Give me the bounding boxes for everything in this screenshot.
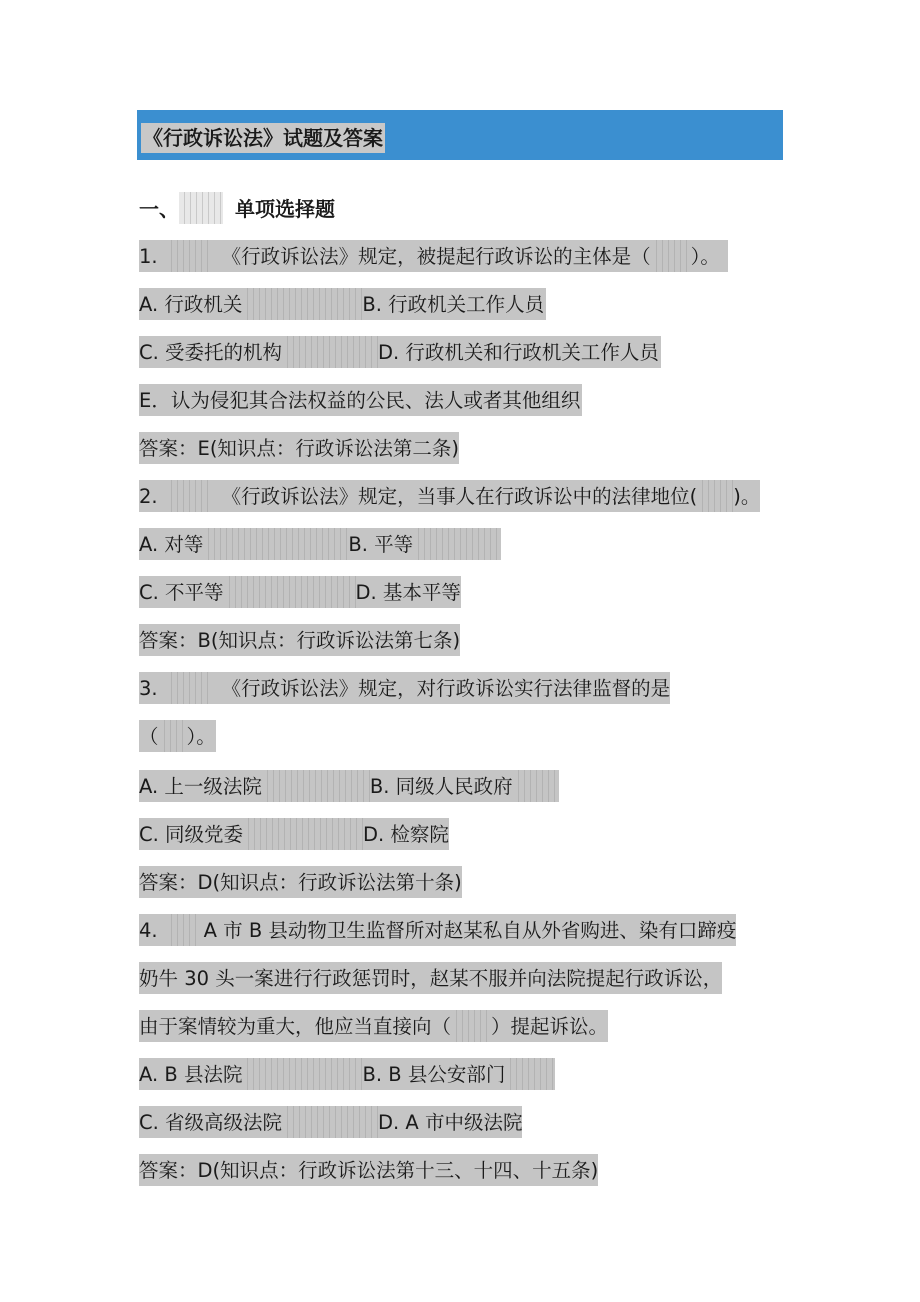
q3-answer: 答案：D(知识点：行政诉讼法第十条) — [139, 866, 462, 898]
q1-option-a: A. 行政机关 — [139, 293, 243, 316]
question-1-answer — [139, 432, 459, 466]
question-1-option-e — [139, 384, 582, 418]
q4-answer: 答案：D(知识点：行政诉讼法第十三、十四、十五条) — [139, 1154, 598, 1186]
question-2-answer — [139, 624, 460, 658]
q3-option-a: A. 上一级法院 — [139, 775, 262, 798]
q1-option-b: B. 行政机关工作人员 — [362, 293, 545, 316]
question-3-answer — [139, 866, 462, 900]
q2-option-d: D. 基本平等 — [355, 581, 461, 604]
question-1-stem: 1. 《行政诉讼法》规定，被提起行政诉讼的主体是（ ）。 — [139, 240, 728, 274]
question-4-stem-line2: 奶牛 30 头一案进行行政惩罚时，赵某不服并向法院提起行政诉讼， — [139, 962, 722, 996]
q4-option-d: D. A 市中级法院 — [378, 1111, 523, 1134]
question-4-answer — [139, 1154, 598, 1188]
section-heading — [139, 192, 335, 226]
question-4-stem-line1: 4. A 市 B 县动物卫生监督所对赵某私自从外省购进、染有口蹄疫 — [139, 914, 736, 948]
q1-option-e: E．认为侵犯其合法权益的公民、法人或者其他组织 — [139, 384, 582, 416]
question-4-options-cd — [139, 1106, 522, 1140]
question-3-options-ab — [139, 770, 559, 804]
q3-option-b: B. 同级人民政府 — [369, 775, 513, 798]
q3-option-d: D. 检察院 — [363, 823, 449, 846]
question-4-options-ab — [139, 1058, 555, 1092]
section-number: 一、 — [139, 197, 179, 221]
q4-option-c: C. 省级高级法院 — [139, 1111, 283, 1134]
question-3-stem: 3. 《行政诉讼法》规定，对行政诉讼实行法律监督的是 — [139, 672, 670, 706]
question-1-options-cd — [139, 336, 661, 370]
section-title: 单项选择题 — [235, 197, 335, 221]
q4-option-b: B. B 县公安部门 — [362, 1063, 506, 1086]
question-3-stem-cont: （ ）。 — [139, 720, 216, 754]
question-1-options-ab — [139, 288, 546, 322]
q3-option-c: C. 同级党委 — [139, 823, 244, 846]
question-2-options-cd — [139, 576, 461, 610]
q2-option-b: B. 平等 — [348, 533, 414, 556]
q1-answer: 答案：E(知识点：行政诉讼法第二条) — [139, 432, 459, 464]
question-2-options-ab — [139, 528, 501, 562]
question-4-stem-line3: 由于案情较为重大，他应当直接向（ ）提起诉讼。 — [139, 1010, 608, 1044]
q2-option-a: A. 对等 — [139, 533, 204, 556]
q2-option-c: C. 不平等 — [139, 581, 224, 604]
question-3-options-cd — [139, 818, 449, 852]
q1-option-c: C. 受委托的机构 — [139, 341, 283, 364]
q1-option-d: D. 行政机关和行政机关工作人员 — [378, 341, 659, 364]
document-title: 《行政诉讼法》试题及答案 — [141, 123, 385, 153]
question-2-stem: 2. 《行政诉讼法》规定，当事人在行政诉讼中的法律地位( )。 — [139, 480, 760, 514]
q4-option-a: A. B 县法院 — [139, 1063, 243, 1086]
q2-answer: 答案：B(知识点：行政诉讼法第七条) — [139, 624, 460, 656]
